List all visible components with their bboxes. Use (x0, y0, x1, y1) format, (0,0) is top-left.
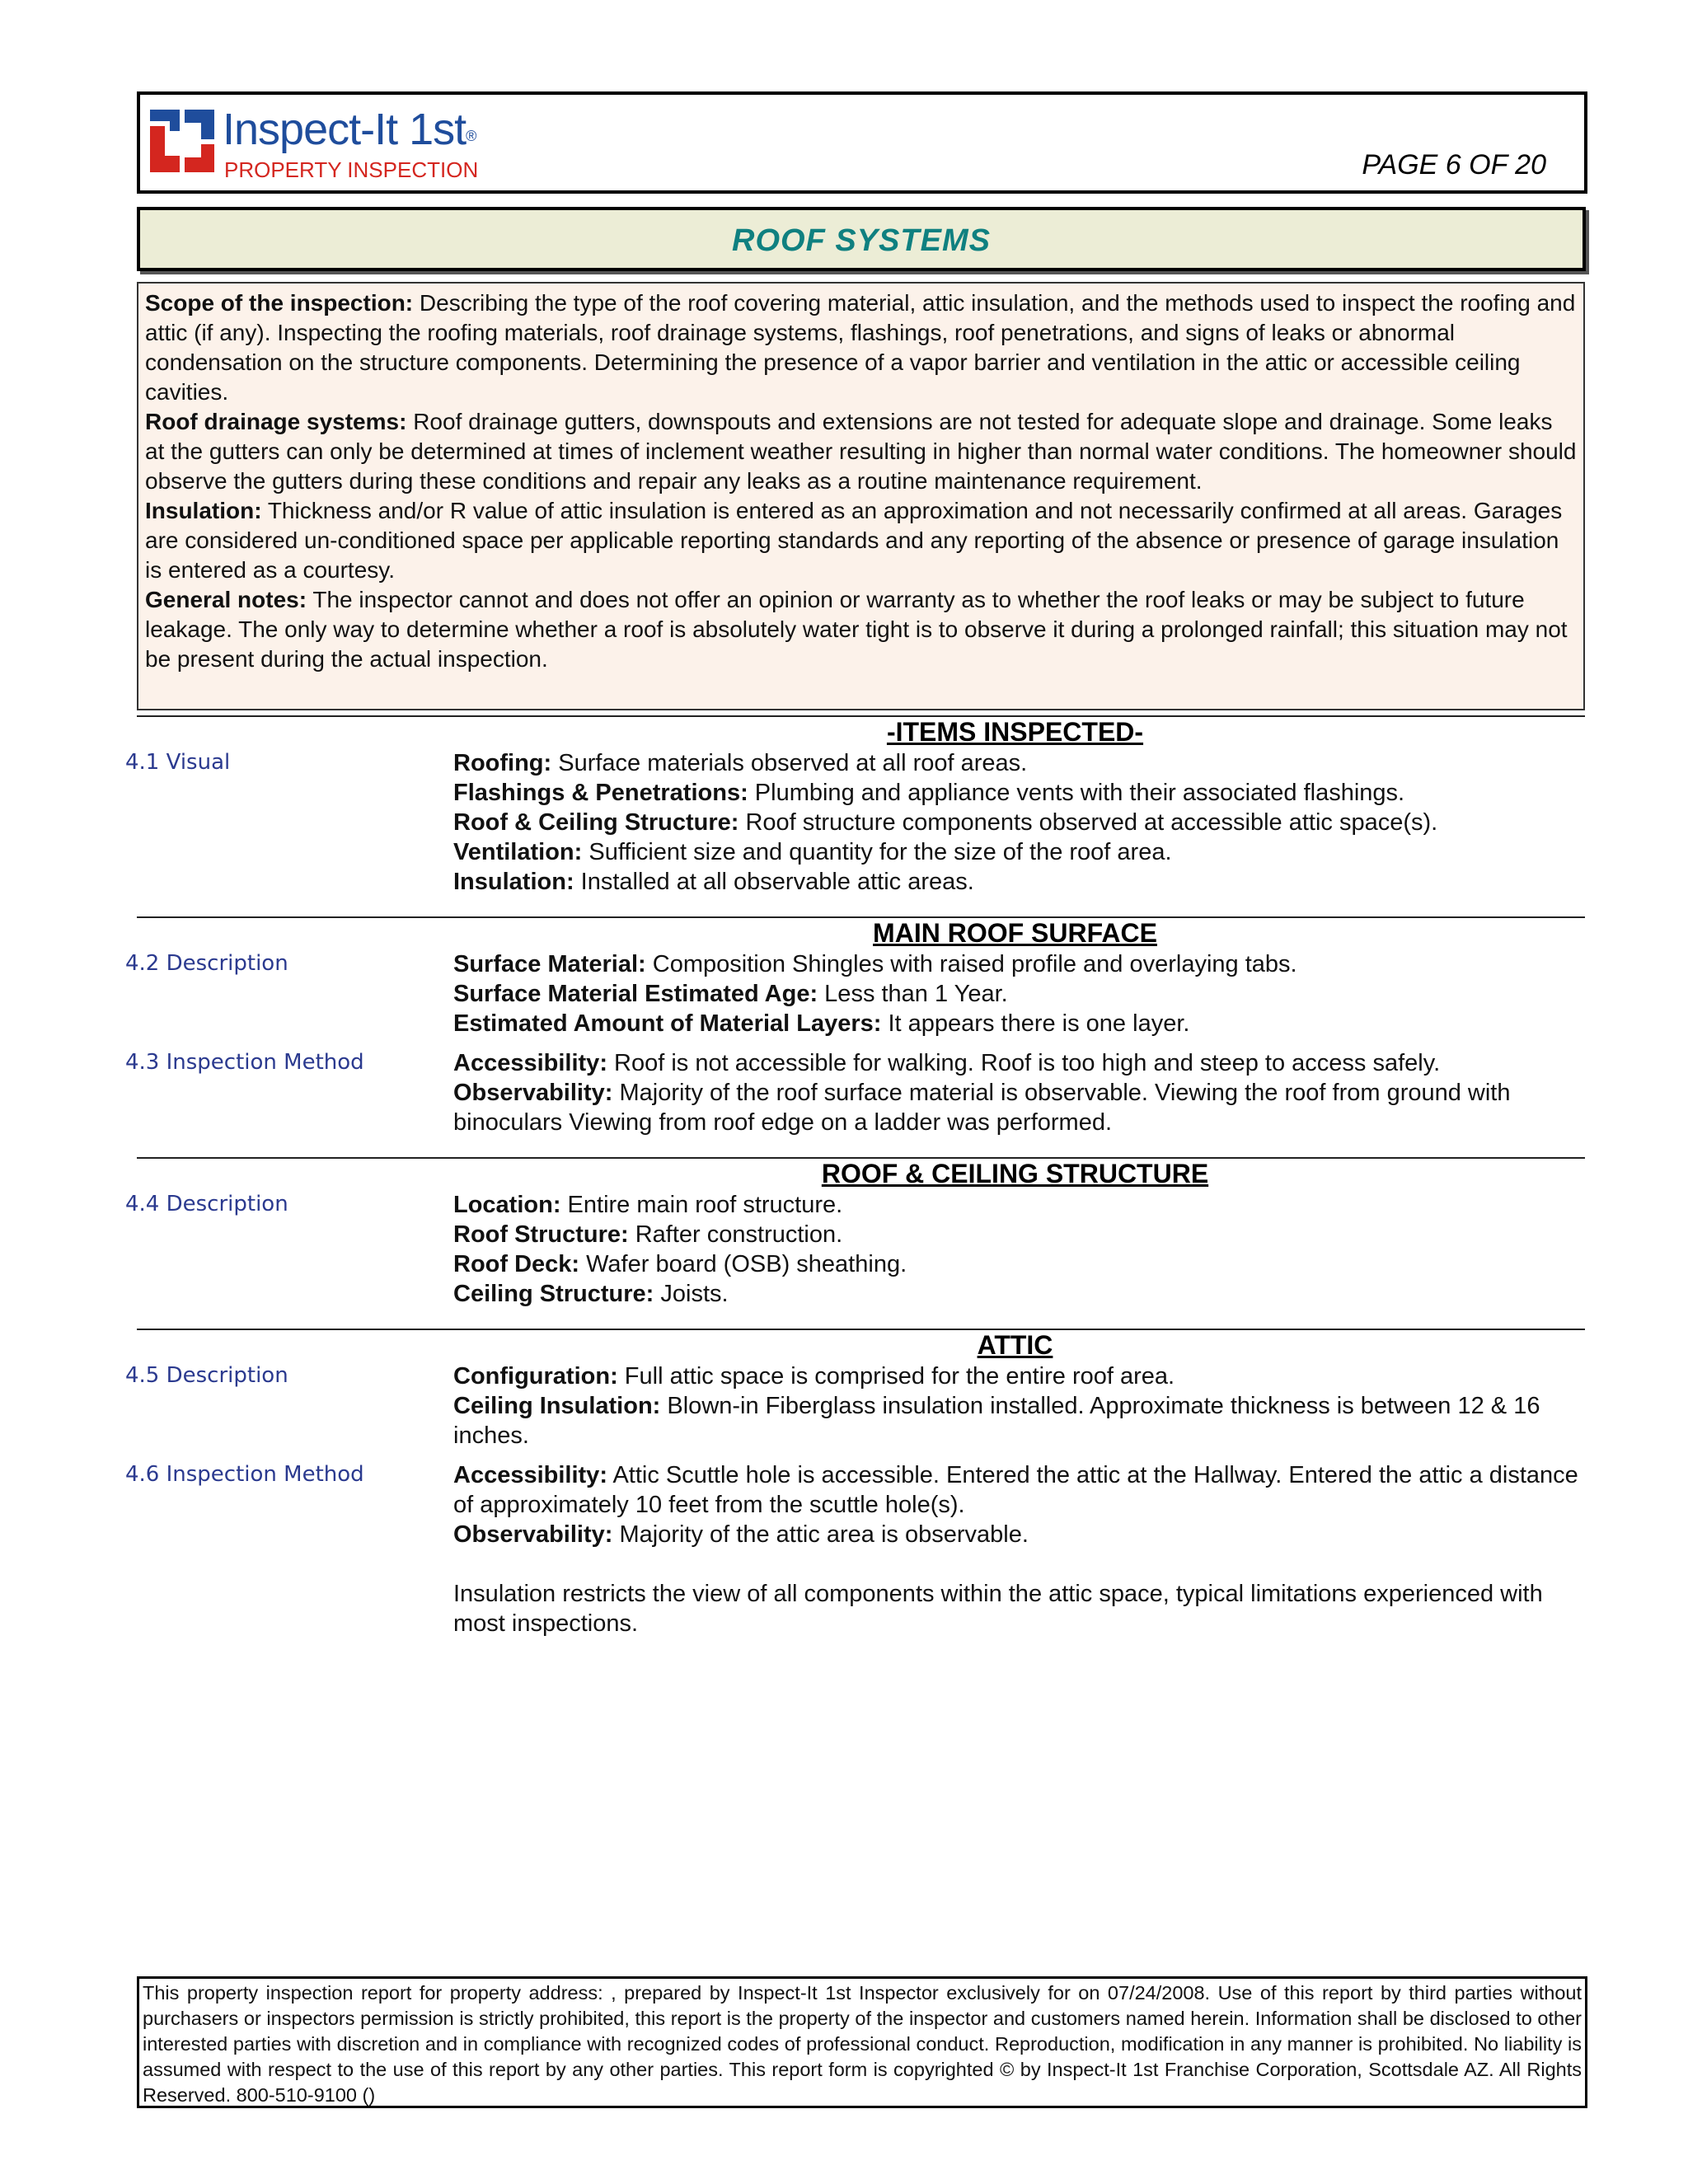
logo-name: Inspect-It 1st® (223, 105, 476, 154)
page-number: PAGE 6 OF 20 (1362, 149, 1546, 180)
item-label-4-6: 4.6 Inspection Method (125, 1462, 364, 1487)
item-label-4-3: 4.3 Inspection Method (125, 1050, 364, 1075)
section-title-bar (137, 207, 1586, 271)
roof-ceiling-heading: ROOF & CEILING STRUCTURE (821, 1159, 1209, 1188)
report-header (137, 91, 1587, 194)
scope-notes-box (137, 282, 1585, 710)
main-roof-heading: MAIN ROOF SURFACE (873, 918, 1157, 948)
general-notes-paragraph: General notes: The inspector cannot and does not offer an opinion or warranty as to whether the roof leaks or may be subject to future leakage. The only way to determine whether a roof is absolutely water tight is to observe it during a prolonged rainfall; this situation may not be present during the actual inspection. (145, 587, 1568, 672)
main-roof-description: Surface Material: Composition Shingles with raised profile and overlaying tabs. Surface Material Estimated Age: Less than 1 Year. Estimated Amount of Material Layers: It appears there is one layer. (453, 951, 1297, 1037)
drainage-paragraph: Roof drainage systems: Roof drainage gutters, downspouts and extensions are not tested for adequate slope and drainage. Some leaks at the gutters can only be determined at times of inclement weather resulting in higher than normal water conditions. The homeowner should observe the gutters during these conditions and repair any leaks as a routine maintenance requirement. (145, 409, 1577, 494)
items-inspected-body: Roofing: Surface materials observed at all roof areas. Flashings & Penetrations: Plumbing and appliance vents with their associated flashings. Roof & Ceiling Structure: Roof structure components observed at accessible attic space(s). Ventilation: Sufficient size and quantity for the size of the roof area. Insulation: Installed at all observable attic areas. (453, 750, 1438, 895)
item-label-4-4: 4.4 Description (125, 1192, 288, 1216)
logo-subtitle: PROPERTY INSPECTION (224, 157, 479, 182)
item-label-4-2: 4.2 Description (125, 951, 288, 976)
house-cross-logo-icon (150, 106, 214, 172)
items-inspected-heading: -ITEMS INSPECTED- (886, 717, 1144, 747)
attic-description: Configuration: Full attic space is comprised for the entire roof area. Ceiling Insulation: Blown-in Fiberglass insulation installed. Approximate thickness is between 12 & 16 inches. (453, 1363, 1540, 1449)
item-label-4-5: 4.5 Description (125, 1363, 288, 1388)
attic-inspection-method: Accessibility: Attic Scuttle hole is accessible. Entered the attic at the Hallway. Entered the attic a distance of approximately 10 feet from the scuttle hole(s). Observability: Majority of the attic area is observable. Insulation restricts the view of all components within the attic space, typical limitations experienced with most inspections. (453, 1460, 1582, 1638)
attic-heading: ATTIC (977, 1330, 1053, 1360)
main-roof-inspection-method: Accessibility: Roof is not accessible for walking. Roof is too high and steep to access safely. Observability: Majority of the roof surface material is observable. Viewing the roof from ground with binoculars Viewing from roof edge on a ladder was performed. (453, 1050, 1511, 1136)
roof-ceiling-description: Location: Entire main roof structure. Roof Structure: Rafter construction. Roof Deck: Wafer board (OSB) sheathing. Ceiling Structure: Joists. (453, 1192, 907, 1307)
insulation-paragraph: Insulation: Thickness and/or R value of attic insulation is entered as an approximation and not necessarily confirmed at all areas. Garages are considered un-conditioned space per applicable reporting standards and any reporting of the absence or presence of garage insulation is entered as a courtesy. (145, 498, 1563, 583)
company-logo (150, 105, 496, 187)
scope-paragraph: Scope of the inspection: Describing the type of the roof covering material, attic insulation, and the methods used to inspect the roofing and attic (if any). Inspecting the roofing materials, roof drainage systems, flashings, roof penetrations, and signs of leaks or abnormal condensation on the structure components. Determining the presence of a vapor barrier and ventilation in the attic or accessible ceiling cavities. (145, 290, 1576, 405)
footer-disclaimer: This property inspection report for property address: , prepared by Inspect-It 1st Inspector exclusively for on 07/24/2008. Use of this report by third parties without purchasers or inspectors permission is strictly prohibited, this report is the property of the inspector and customers named herein. Information shall be disclosed to other interested parties with discretion and in compliance with recognized codes of professional conduct. Reproduction, modification in any manner is prohibited. No liability is assumed with respect to the use of this report by any other parties. This report form is copyrighted © by Inspect-It 1st Franchise Corporation, Scottsdale AZ. All Rights Reserved. 800-510-9100 () (137, 1976, 1587, 2108)
page-title: ROOF SYSTEMS (732, 223, 991, 258)
attic-limitations-note: Insulation restricts the view of all components within the attic space, typical limitations experienced with most inspections. (453, 1581, 1543, 1637)
item-label-4-1: 4.1 Visual (125, 750, 231, 775)
